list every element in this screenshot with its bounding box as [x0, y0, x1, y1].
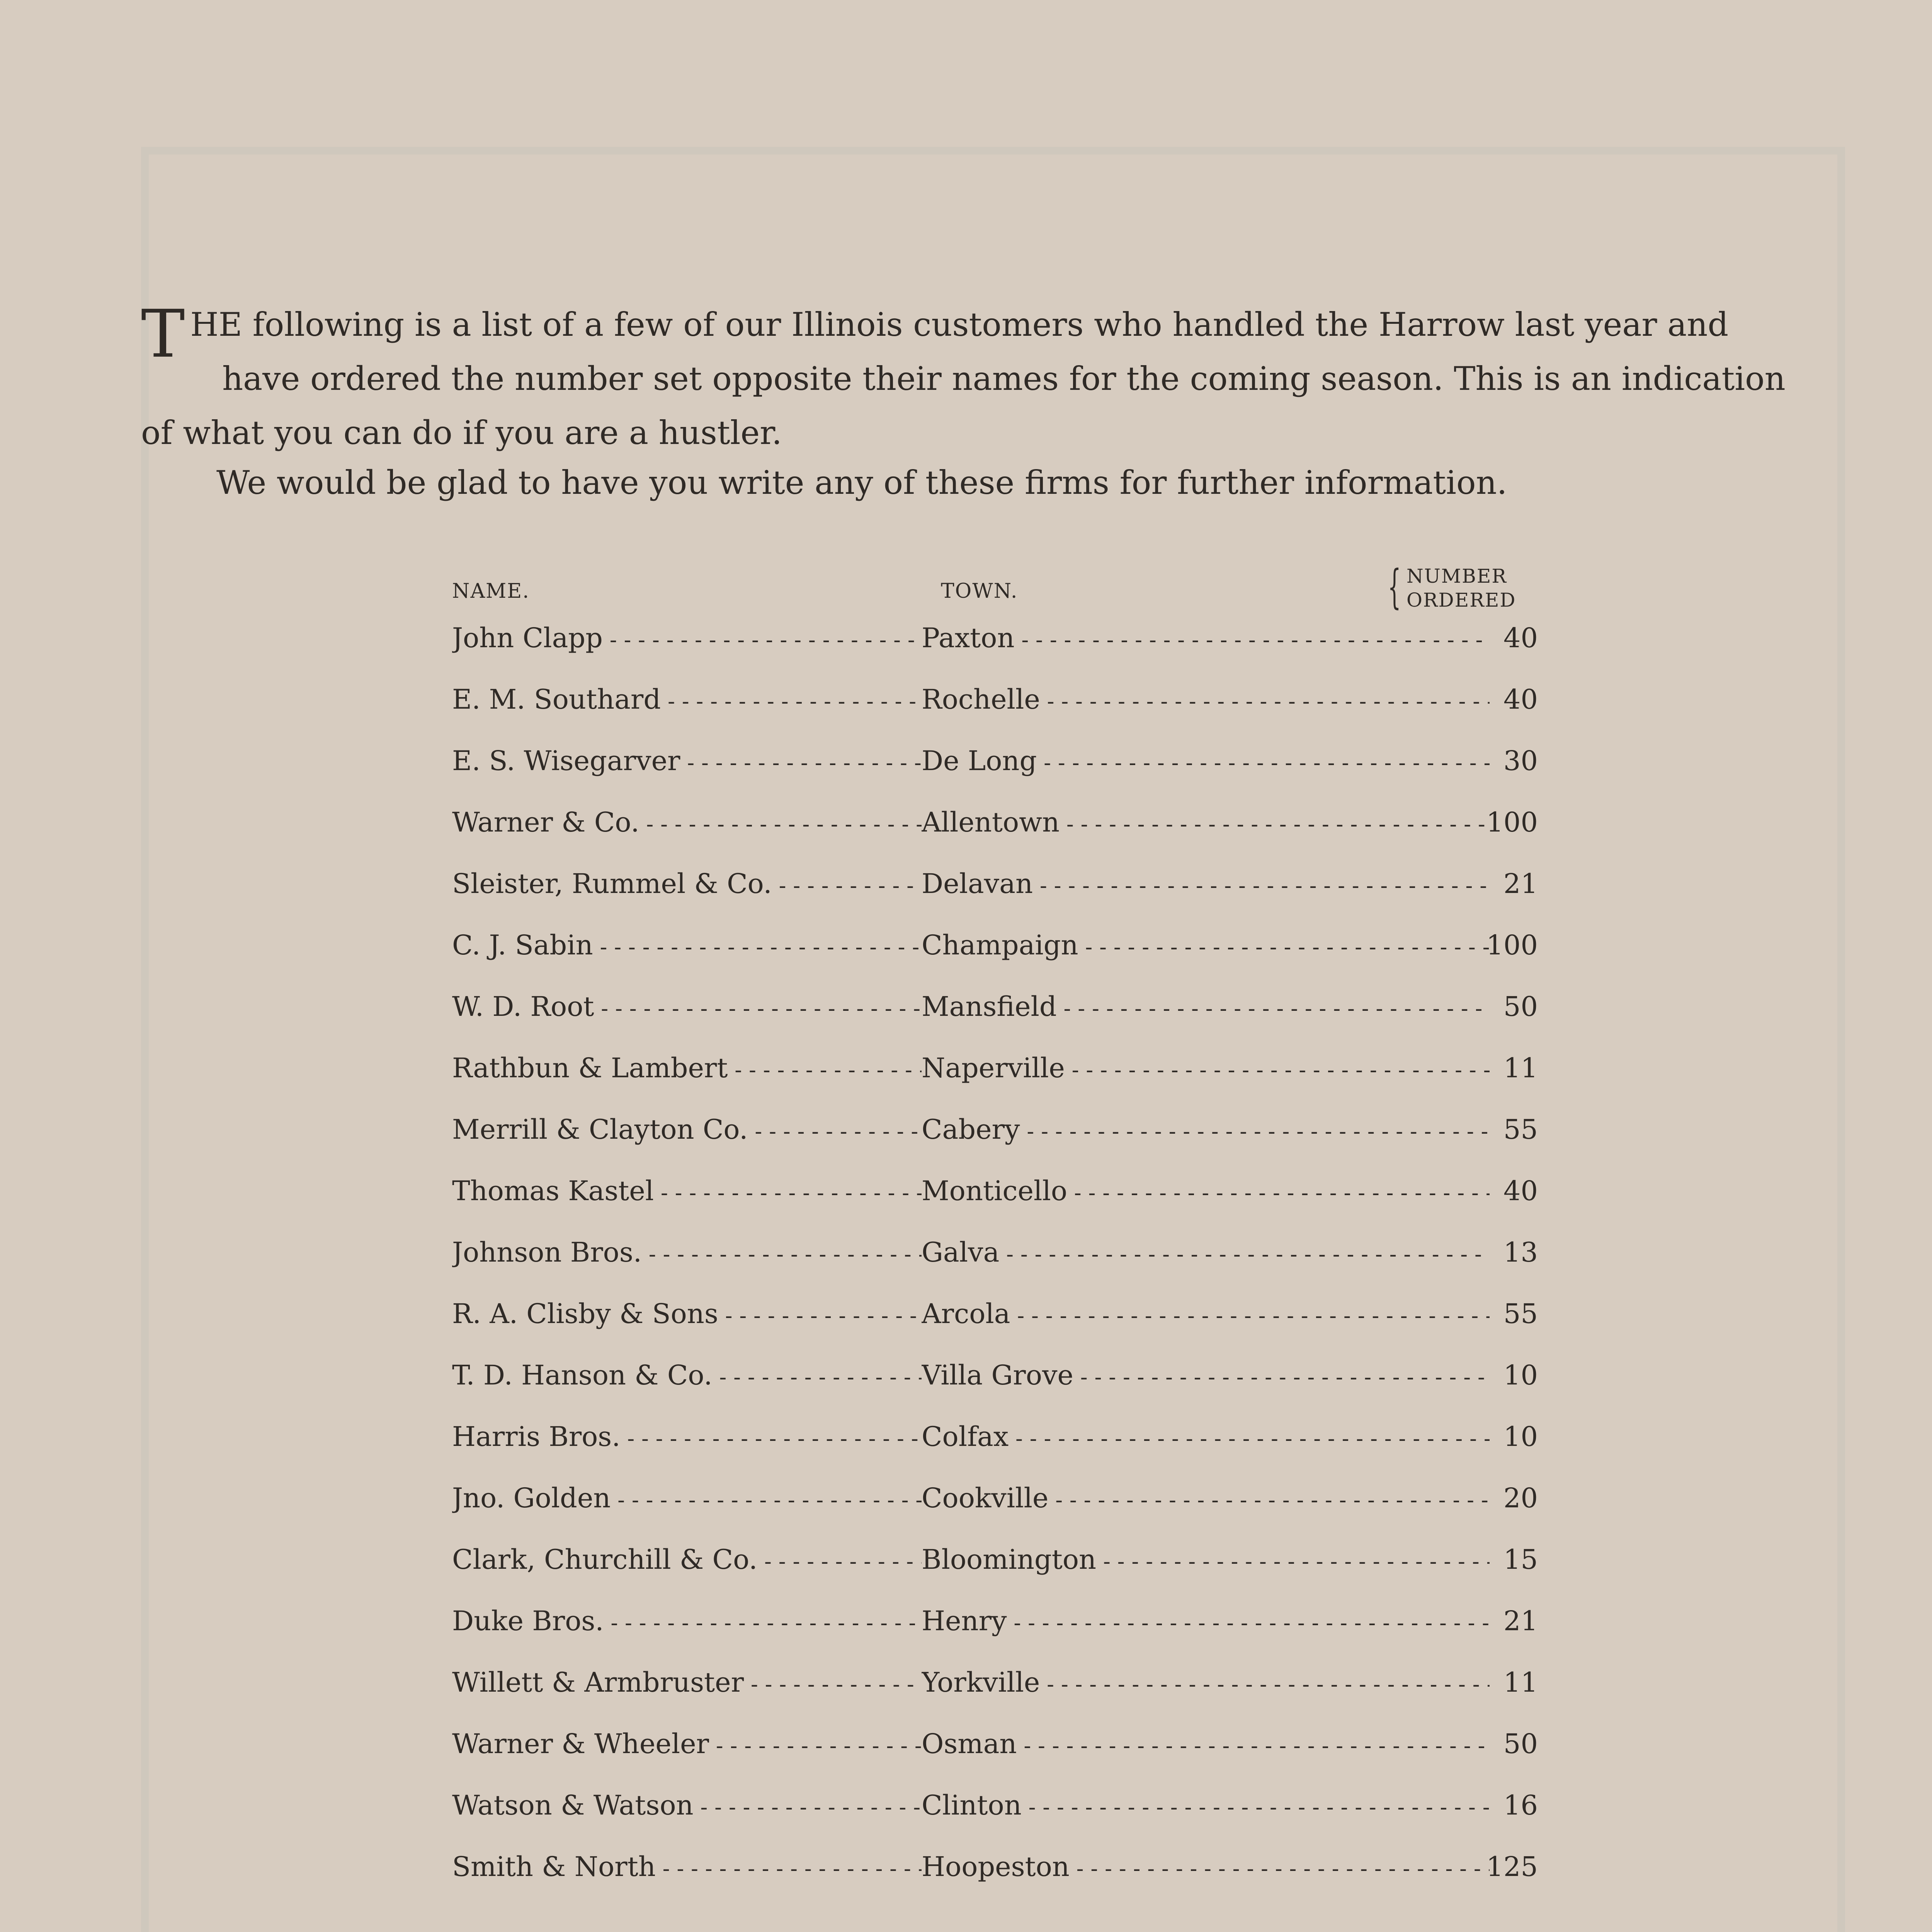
row-number: 55	[1503, 1298, 1538, 1330]
row-name: Rathbun & Lambert - - -	[452, 1052, 922, 1084]
row-town: Bloomington - - -	[922, 1544, 1490, 1575]
customer-table	[452, 556, 1538, 1883]
row-name: T. D. Hanson & Co. - - -	[452, 1359, 922, 1391]
row-town: Yorkville - - -	[922, 1667, 1490, 1698]
row-name: Willett & Armbruster - - -	[452, 1667, 922, 1698]
table-row	[452, 806, 1538, 849]
table-row	[452, 1667, 1538, 1709]
row-number: 100	[1486, 806, 1538, 838]
row-name: W. D. Root - - -	[452, 991, 922, 1022]
brace-icon: {	[1388, 560, 1401, 614]
row-town: Monticello - - -	[922, 1175, 1490, 1207]
row-town: Hoopeston - - -	[922, 1851, 1490, 1883]
table-row	[452, 1114, 1538, 1156]
row-name: E. S. Wisegarver - - -	[452, 745, 922, 777]
header-town: TOWN.	[941, 580, 1018, 603]
row-number: 20	[1503, 1482, 1538, 1514]
table-row	[452, 1728, 1538, 1770]
row-town: Rochelle - - -	[922, 684, 1490, 715]
row-town: De Long - - -	[922, 745, 1490, 777]
table-row	[452, 991, 1538, 1033]
row-name: Smith & North - - -	[452, 1851, 922, 1883]
drop-cap: T	[141, 296, 185, 372]
row-town: Naperville - - -	[922, 1052, 1490, 1084]
row-name: Merrill & Clayton Co. - - -	[452, 1114, 922, 1145]
row-town: Paxton - - -	[922, 622, 1490, 654]
row-town: Colfax - - -	[922, 1421, 1490, 1452]
table-row	[452, 1605, 1538, 1648]
table-row	[452, 1482, 1538, 1525]
row-number: 21	[1503, 868, 1538, 900]
row-name: Thomas Kastel - - -	[452, 1175, 922, 1207]
table-row	[452, 1298, 1538, 1340]
row-name: E. M. Southard - - -	[452, 684, 922, 715]
intro-line-3: of what you can do if you are a hustler.	[141, 414, 782, 452]
row-number: 50	[1503, 991, 1538, 1022]
intro-paragraph	[141, 298, 1841, 460]
row-number: 125	[1486, 1851, 1538, 1883]
table-row	[452, 622, 1538, 665]
table-row	[452, 745, 1538, 787]
row-name: Jno. Golden - - -	[452, 1482, 922, 1514]
table-row	[452, 1851, 1538, 1893]
row-number: 13	[1503, 1236, 1538, 1268]
row-name: Warner & Co. - - -	[452, 806, 922, 838]
row-town: Mansfield - - -	[922, 991, 1490, 1022]
row-town: Arcola - - -	[922, 1298, 1490, 1330]
row-town: Allentown - - -	[922, 806, 1490, 838]
row-number: 100	[1486, 929, 1538, 961]
table-row	[452, 1544, 1538, 1586]
intro-line-1: HE following is a list of a few of our Illinois customers who handled the Harrow last year and	[190, 306, 1729, 344]
row-name: Warner & Wheeler - - -	[452, 1728, 922, 1760]
table-row	[452, 868, 1538, 910]
row-name: Clark, Churchill & Co. - - -	[452, 1544, 922, 1575]
row-town: Villa Grove - - -	[922, 1359, 1490, 1391]
row-number: 55	[1503, 1114, 1538, 1145]
row-town: Delavan - - -	[922, 868, 1490, 900]
row-town: Galva - - -	[922, 1236, 1490, 1268]
intro-line-2: have ordered the number set opposite their names for the coming season. This is an indication	[222, 360, 1786, 398]
row-number: 11	[1503, 1667, 1538, 1698]
table-row	[452, 1236, 1538, 1279]
row-name: Sleister, Rummel & Co. - - -	[452, 868, 922, 900]
invite-line: We would be glad to have you write any of these firms for further information.	[216, 464, 1507, 502]
table-row	[452, 1052, 1538, 1095]
row-town: Osman - - -	[922, 1728, 1490, 1760]
row-number: 10	[1503, 1359, 1538, 1391]
row-number: 40	[1503, 622, 1538, 654]
row-name: Johnson Bros. - - -	[452, 1236, 922, 1268]
table-row	[452, 1359, 1538, 1402]
table-row	[452, 1175, 1538, 1218]
row-number: 10	[1503, 1421, 1538, 1452]
row-town: Champaign - - -	[922, 929, 1490, 961]
row-number: 30	[1503, 745, 1538, 777]
table-row	[452, 1789, 1538, 1832]
header-name: NAME.	[452, 580, 530, 603]
row-number: 11	[1503, 1052, 1538, 1084]
table-row	[452, 1421, 1538, 1463]
table-header	[452, 556, 1538, 622]
row-number: 21	[1503, 1605, 1538, 1637]
header-number-line1: NUMBER	[1406, 565, 1507, 587]
row-number: 40	[1503, 1175, 1538, 1207]
row-name: Duke Bros. - - -	[452, 1605, 922, 1637]
row-name: C. J. Sabin - - -	[452, 929, 922, 961]
row-town: Cookville - - -	[922, 1482, 1490, 1514]
header-number-line2: ORDERED	[1406, 589, 1516, 611]
row-name: Watson & Watson - - -	[452, 1789, 922, 1821]
row-name: R. A. Clisby & Sons - - -	[452, 1298, 922, 1330]
row-number: 16	[1503, 1789, 1538, 1821]
table-row	[452, 929, 1538, 972]
row-number: 15	[1503, 1544, 1538, 1575]
row-number: 40	[1503, 684, 1538, 715]
row-name: Harris Bros. - - -	[452, 1421, 922, 1452]
row-town: Henry - - -	[922, 1605, 1490, 1637]
row-town: Clinton - - -	[922, 1789, 1490, 1821]
header-number	[1406, 564, 1516, 612]
row-number: 50	[1503, 1728, 1538, 1760]
table-row	[452, 684, 1538, 726]
row-name: John Clapp - - -	[452, 622, 922, 654]
row-town: Cabery - - -	[922, 1114, 1490, 1145]
